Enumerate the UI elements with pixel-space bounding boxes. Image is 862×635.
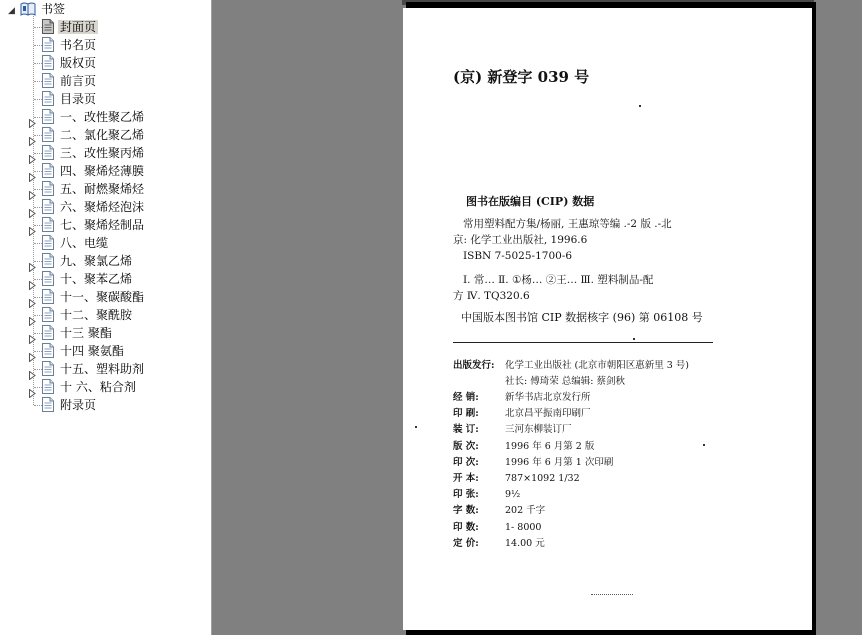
imprint-key: 定 价: [453,538,479,549]
bookmark-item-label: 封面页 [60,20,97,34]
page-icon [42,127,54,142]
imprint-value: 1996 年 6 月第 1 次印刷 [505,457,614,468]
page-icon [42,253,54,268]
cip-line: 京: 化学工业出版社, 1996.6 [453,234,588,246]
bookmark-item-label: 十四 聚氨酯 [60,344,124,358]
bookmark-item[interactable] [42,288,146,306]
tree-branch-line [34,99,42,100]
imprint-value: 787×1092 1/32 [505,473,580,484]
bookmark-item-label: 书名页 [60,38,97,52]
expand-arrow-icon[interactable] [29,257,36,266]
collapse-icon[interactable]: ◢ [8,6,15,16]
bookmark-root[interactable] [8,0,67,18]
page-icon [42,181,54,196]
bookmark-root-label: 书签 [41,2,66,16]
imprint-key: 印 数: [453,522,479,533]
bookmark-item-label: 二、氯化聚乙烯 [60,128,145,142]
bookmark-item-label: 版权页 [60,56,97,70]
bookmark-item[interactable] [42,216,146,234]
panel-splitter[interactable] [205,0,212,635]
expand-arrow-icon[interactable] [29,221,36,230]
imprint-publisher [453,358,689,374]
tree-branch-line [34,405,42,406]
page-icon [42,37,54,52]
bookmark-item[interactable] [42,162,146,180]
imprint-row [453,455,613,471]
bookmark-item[interactable] [42,342,126,360]
imprint-row [453,520,541,536]
imprint-key: 字 数: [453,505,479,516]
bookmark-item-label: 七、聚烯烃制品 [60,218,145,232]
page-icon [42,217,54,232]
expand-arrow-icon[interactable] [29,149,36,158]
tree-branch-line [34,27,42,28]
imprint-value: 1- 8000 [505,522,542,533]
imprint-value: 新华书店北京发行所 [505,392,591,403]
page-icon [42,307,54,322]
cip-line: Ⅰ. 常… Ⅱ. ①杨… ②王… Ⅲ. 塑料制品-配 [463,274,654,286]
expand-arrow-icon[interactable] [29,167,36,176]
imprint-key: 出版发行: [453,360,495,371]
bookmark-item-label: 三、改性聚丙烯 [60,146,145,160]
bookmark-tree [0,0,205,635]
tree-branch-line [34,45,42,46]
imprint-row [453,390,591,406]
tree-branch-line [34,243,42,244]
divider [453,342,713,343]
imprint-staff: 社长: 傅琦荣 总编辑: 蔡剑秋 [505,376,625,387]
bookmark-item-label: 十二、聚酰胺 [60,308,133,322]
expand-arrow-icon[interactable] [29,311,36,320]
page-icon [42,289,54,304]
tree-branch-line [34,81,42,82]
bookmark-item-label: 十 六、粘合剂 [60,380,136,394]
cip-record: 中国版本图书馆 CIP 数据核字 (96) 第 06108 号 [461,311,703,324]
bookmark-item-label: 十一、聚碳酸酯 [60,290,145,304]
expand-arrow-icon[interactable] [29,275,36,284]
imprint-key: 版 次: [453,441,479,452]
document-page [403,8,812,630]
bookmark-item-label: 十三 聚酯 [60,326,112,340]
scan-speck [633,338,635,340]
page-icon [42,145,54,160]
bookmark-item[interactable] [42,180,146,198]
page-icon [42,325,54,340]
tree-branch-line [34,63,42,64]
bookmark-item-label: 目录页 [60,92,97,106]
cip-line: 方 Ⅳ. TQ320.6 [453,290,530,302]
bookmark-item-label: 九、聚氯乙烯 [60,254,133,268]
cip-isbn: ISBN 7-5025-1700-6 [463,250,573,262]
imprint-row [453,471,580,487]
imprint-value: 14.00 元 [505,538,545,549]
bookmark-item[interactable] [42,378,138,396]
cip-heading: 图书在版编目 (CIP) 数据 [466,195,595,208]
bookmark-item-label: 一、改性聚乙烯 [60,110,145,124]
page-icon [42,109,54,124]
page-icon [42,271,54,286]
page-icon [42,235,54,250]
bookmark-item[interactable] [42,324,114,342]
page-icon [42,55,54,70]
page-icon [42,361,54,376]
bookmark-item-label: 六、聚烯烃泡沫 [60,200,145,214]
bookmark-item[interactable] [42,72,98,90]
bookmark-item-label: 十五、塑料助剂 [60,362,145,376]
bookmark-item-label: 五、耐燃聚烯烃 [60,182,145,196]
bookmark-item[interactable] [42,234,110,252]
registration-number: (京) 新登字 039 号 [453,68,590,86]
imprint-row [453,439,594,455]
imprint-key: 印 次: [453,457,479,468]
expand-arrow-icon[interactable] [29,383,36,392]
page-icon [42,91,54,106]
imprint-key: 装 订: [453,424,479,435]
bookmark-item[interactable] [42,360,146,378]
imprint-row [453,536,545,552]
expand-arrow-icon[interactable] [29,293,36,302]
scan-speck [415,426,417,428]
bookmark-item-label: 前言页 [60,74,97,88]
scan-speck [639,105,641,107]
bookmark-item[interactable] [42,36,98,54]
imprint-row [453,487,520,503]
document-viewer[interactable] [212,0,862,635]
imprint-value: 9½ [505,489,521,500]
bookmark-item-label: 附录页 [60,398,97,412]
expand-arrow-icon[interactable] [29,131,36,140]
page-icon [42,163,54,178]
bookmark-item[interactable] [42,90,98,108]
imprint-value: 化学工业出版社 (北京市朝阳区惠新里 3 号) [505,360,690,371]
imprint-key: 经 销: [453,392,479,403]
bookmark-item[interactable] [42,108,146,126]
cip-line: 常用塑料配方集/杨丽, 王惠琼等编 .-2 版 .-北 [463,218,672,230]
imprint-key: 印 张: [453,489,479,500]
expand-arrow-icon[interactable] [29,203,36,212]
page-icon [42,379,54,394]
bookmark-item[interactable] [42,252,134,270]
bookmark-item[interactable] [42,270,134,288]
bookmark-panel [0,0,206,635]
page-icon [42,199,54,214]
bookmark-item[interactable] [42,54,98,72]
bookmark-item[interactable] [42,144,146,162]
bookmark-item-label: 八、电缆 [60,236,109,250]
expand-arrow-icon[interactable] [29,185,36,194]
page-icon [42,397,54,412]
bookmark-item[interactable] [42,198,146,216]
page-icon [42,73,54,88]
expand-arrow-icon[interactable] [29,329,36,338]
expand-arrow-icon[interactable] [29,347,36,356]
bookmark-item[interactable] [42,18,98,36]
bookmark-item[interactable] [42,396,98,414]
bookmark-item-label: 十、聚苯乙烯 [60,272,133,286]
imprint-value: 202 千字 [505,505,546,516]
imprint-key: 印 刷: [453,408,479,419]
imprint-row [453,422,572,438]
imprint-value: 1996 年 6 月第 2 版 [505,441,595,452]
scan-speck [703,444,705,446]
page-icon [42,343,54,358]
bookmark-item[interactable] [42,306,134,324]
page-icon [42,19,54,34]
bookmark-item[interactable] [42,126,146,144]
imprint-key: 开 本: [453,473,479,484]
bookmark-item-label: 四、聚烯烃薄膜 [60,164,145,178]
expand-arrow-icon[interactable] [29,365,36,374]
imprint-value: 北京昌平振南印刷厂 [505,408,591,419]
scan-mark [591,594,633,595]
imprint-row [453,406,591,422]
expand-arrow-icon[interactable] [29,113,36,122]
imprint-row [453,503,545,519]
imprint-value: 三河东柳装订厂 [505,424,572,435]
